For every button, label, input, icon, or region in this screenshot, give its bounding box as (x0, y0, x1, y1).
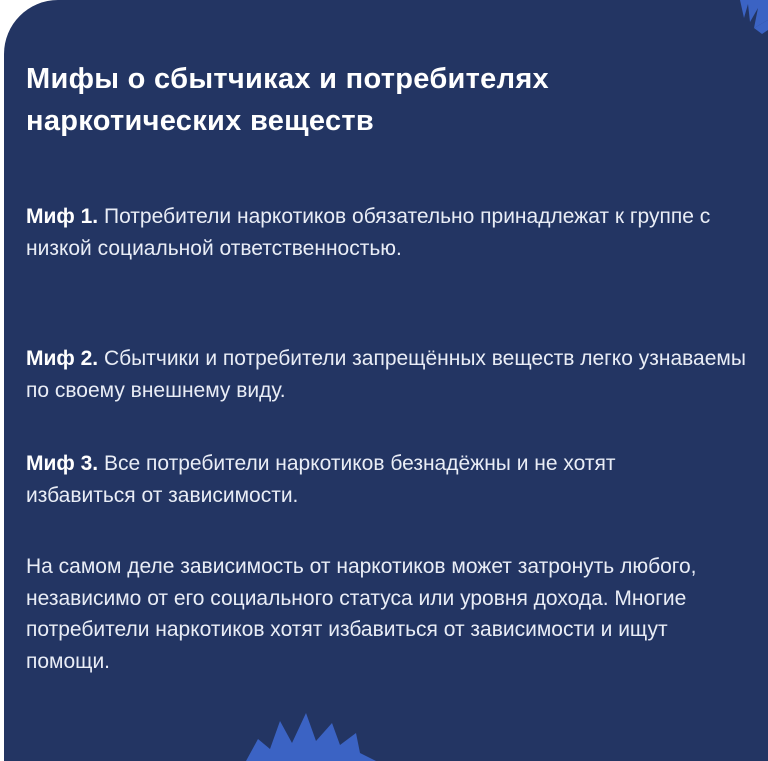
conclusion-text: На самом деле зависимость от наркотиков может затронуть любого, независимо от его социального статуса или уровня дохода. Многие потребители наркотиков хотят избавиться от зависимости и ищут помощи. (26, 555, 697, 673)
star-burst-icon (236, 713, 386, 761)
info-card (4, 0, 768, 761)
myth-1-text: Потребители наркотиков обязательно принадлежат к группе с низкой социальной ответственностью. (26, 205, 711, 260)
myth-1-label: Миф 1. (26, 205, 99, 228)
page-title: Мифы о сбытчиках и потребителях наркотических веществ (26, 63, 549, 137)
myth-2-text: Сбытчики и потребители запрещённых веществ легко узнаваемы по своему внешнему виду. (26, 347, 746, 402)
myth-3-text: Все потребители наркотиков безнадёжны и не хотят избавиться от зависимости. (26, 452, 616, 507)
myth-1 (26, 201, 716, 264)
myth-3-label: Миф 3. (26, 452, 99, 475)
myth-3 (26, 448, 716, 511)
star-burst-icon (688, 0, 768, 64)
myth-2 (26, 343, 761, 406)
myth-2-label: Миф 2. (26, 347, 99, 370)
